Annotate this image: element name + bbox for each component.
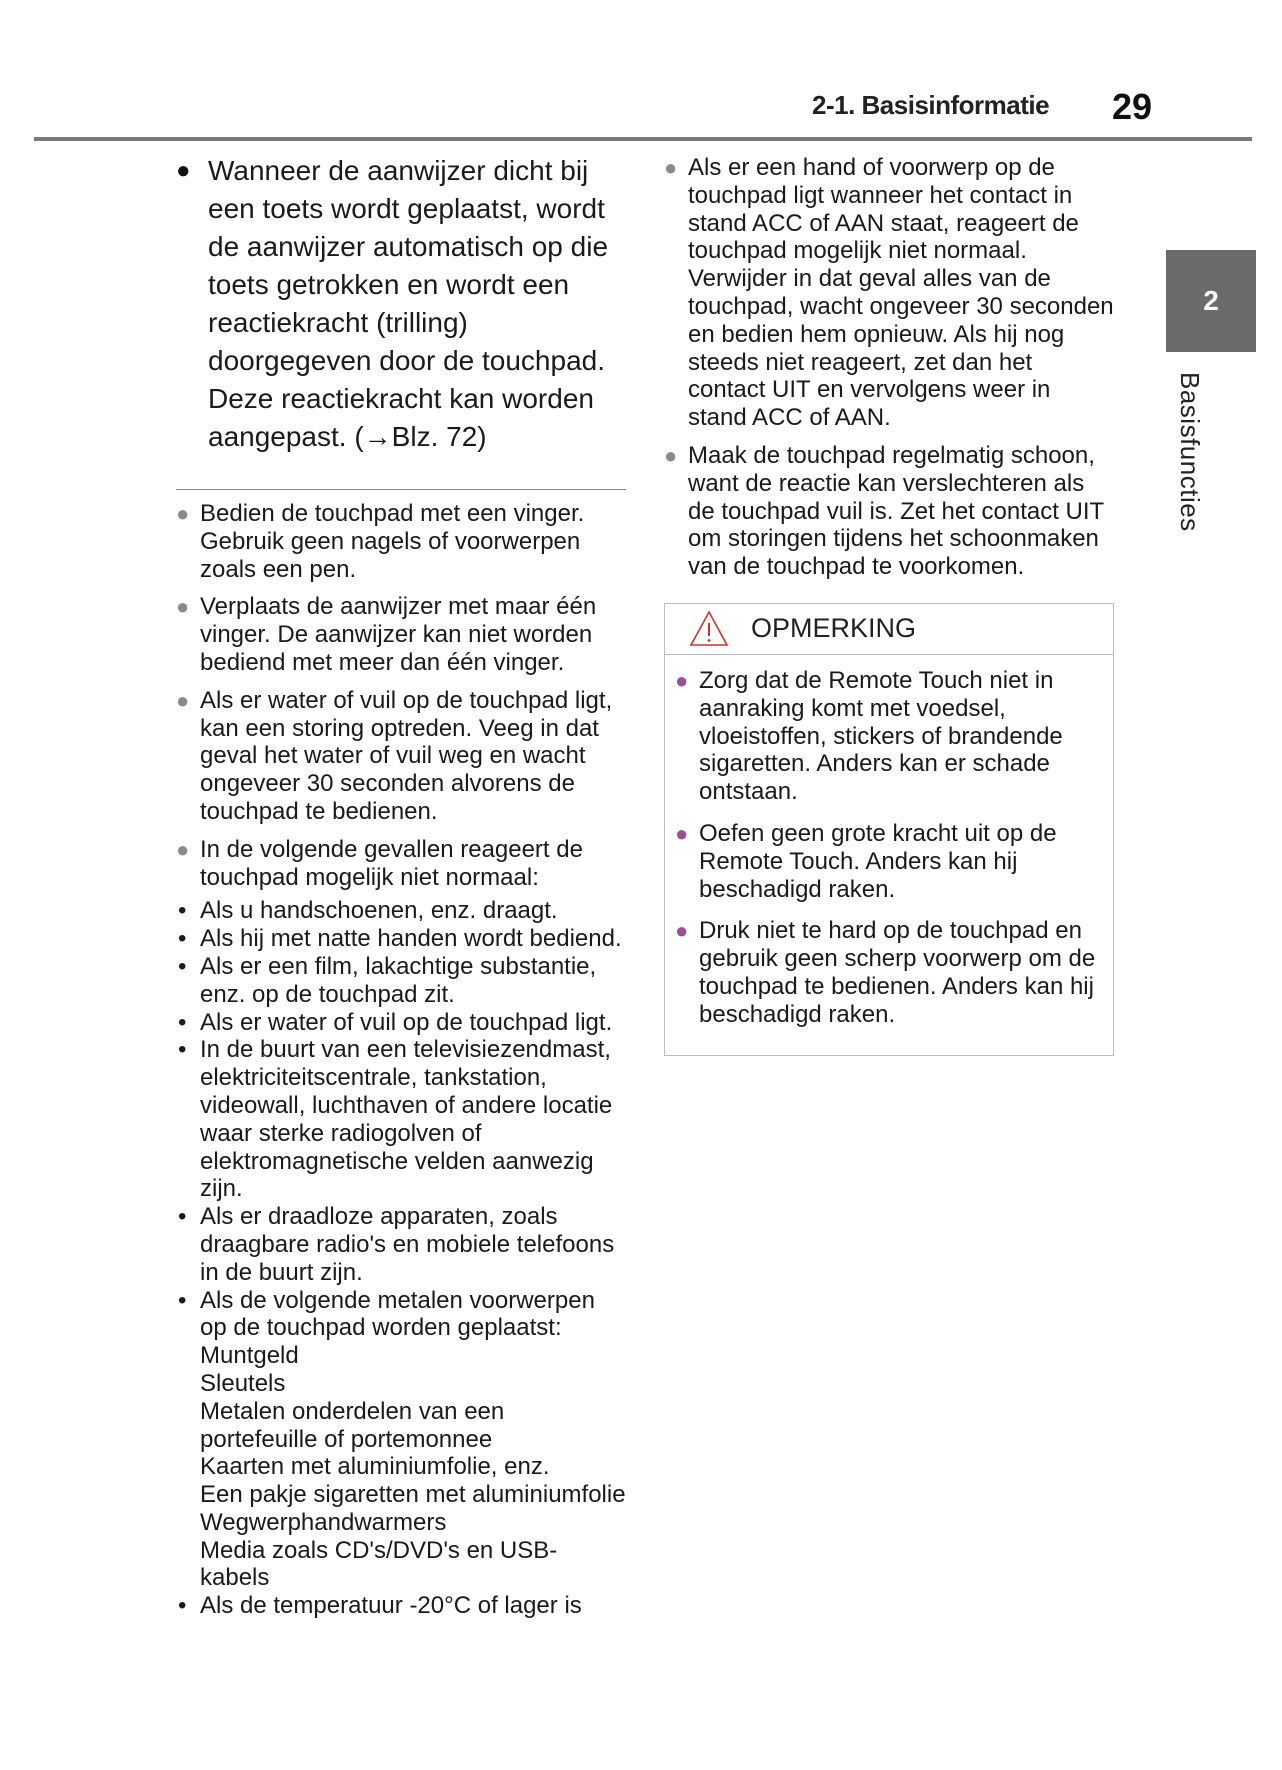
gray-bullet-icon: ●: [664, 442, 678, 468]
list-item: • Als er draadloze apparaten, zoals draagbare radio's en mobiele telefoons in de buurt zijn.: [178, 1203, 615, 1286]
list-item: • Als de temperatuur -20°C of lager is: [178, 1592, 582, 1620]
metal-object: Kaarten met aluminiumfolie, enz.: [200, 1453, 550, 1481]
main-paragraph: Wanneer de aanwijzer dicht bij een toets wordt geplaatst, wordt de aanwijzer automatisch op die toets getrokken en wordt een reactiekracht (trilling) doorgegeven door de touchpad.: [208, 155, 609, 376]
notice-title: OPMERKING: [751, 613, 917, 644]
page-number: 29: [1112, 86, 1153, 127]
gray-bullet-icon: ●: [176, 687, 190, 713]
note-item: ● Als er een hand of voorwerp op de touchpad ligt wanneer het contact in stand ACC of AAN staat, reageert de touchpad mogelijk niet normaal. Verwijder in dat geval alles van de touchpad, wacht ongeveer 30 seconden en bedien hem opnieuw. Als hij nog steeds niet reageert, zet dan het contact UIT en vervolgens weer in stand ACC of AAN.: [664, 154, 1114, 432]
note-item: ● Als er water of vuil op de touchpad ligt, kan een storing optreden. Veeg in dat geval het water of vuil weg en wacht ongeveer 30 seconden alvorens de touchpad te bedienen.: [176, 686, 613, 825]
notice-header: [665, 604, 1113, 655]
note-item: ● Bedien de touchpad met een vinger. Gebruik geen nagels of voorwerpen zoals een pen.: [176, 500, 585, 583]
list-item: • Als er water of vuil op de touchpad ligt.: [178, 1008, 613, 1036]
notice-item: ● Druk niet te hard op de touchpad en gebruik geen scherp voorwerp om de touchpad te bedienen. Anders kan hij beschadigd raken.: [675, 917, 1096, 1028]
bullet-dot-icon: ●: [176, 157, 191, 184]
notice-item: ● Zorg dat de Remote Touch niet in aanraking komt met voedsel, vloeistoffen, stickers of brandende sigaretten. Anders kan er schade ontstaan.: [675, 666, 1063, 806]
metal-object: Metalen onderdelen van een portefeuille of portemonnee: [200, 1397, 505, 1453]
warning-triangle-icon: [689, 610, 729, 648]
note-item: ● Maak de touchpad regelmatig schoon, want de reactie kan verslechteren als de touchpad vuil is. Zet het contact UIT om storingen tijdens het schoonmaken van de touchpad te voorkomen.: [664, 441, 1104, 581]
conditions-list: [176, 897, 626, 1620]
list-item: • Als de volgende metalen voorwerpen op de touchpad worden geplaatst: Muntgeld Sleutels Metalen onderdelen van een portefeuille of portemonnee Kaarten met aluminiumfolie, enz. Een pakje sigaretten met aluminiumfolie Wegwerphandwarmers Media zoals CD's/DVD's en USB-kabels: [178, 1286, 626, 1592]
chapter-label: Basisfuncties: [1175, 372, 1205, 532]
purple-bullet-icon: ●: [675, 820, 689, 846]
section-divider: [176, 489, 626, 490]
main-paragraph: Deze reactiekracht kan worden aangepast. (→Blz. 72): [208, 383, 594, 452]
gray-bullet-icon: ●: [176, 501, 190, 526]
notice-item: ● Oefen geen grote kracht uit op de Remote Touch. Anders kan hij beschadigd raken.: [675, 819, 1057, 903]
gray-bullet-icon: ●: [176, 836, 190, 862]
left-column: [176, 152, 626, 1620]
section-title: 2-1. Basisinformatie: [812, 90, 1050, 120]
gray-bullet-icon: ●: [664, 155, 678, 180]
metal-object: Wegwerphandwarmers: [200, 1508, 447, 1536]
list-item: • In de buurt van een televisiezendmast, elektriciteitscentrale, tankstation, videowall, luchthaven of andere locatie waar sterke radiogolven of elektromagnetische velden aanwezig zijn.: [178, 1036, 613, 1203]
metal-object: Muntgeld: [200, 1342, 299, 1370]
chapter-tab[interactable]: 2: [1166, 250, 1256, 352]
note-item: ● In de volgende gevallen reageert de touchpad mogelijk niet normaal:: [176, 835, 583, 891]
metal-object: Sleutels: [200, 1369, 286, 1397]
list-item: • Als hij met natte handen wordt bediend.: [178, 925, 622, 953]
purple-bullet-icon: ●: [675, 667, 689, 693]
right-column: [664, 154, 1114, 1056]
metal-object: Een pakje sigaretten met aluminiumfolie: [200, 1481, 626, 1509]
list-item: • Als er een film, lakachtige substantie, enz. op de touchpad zit.: [178, 952, 597, 1008]
note-item: ● Verplaats de aanwijzer met maar één vinger. De aanwijzer kan niet worden bediend met meer dan één vinger.: [176, 593, 597, 676]
main-bullet: [176, 152, 626, 456]
purple-bullet-icon: ●: [675, 918, 689, 944]
header-rule: [34, 137, 1252, 141]
notice-box: [664, 603, 1114, 1056]
list-item: • Als u handschoenen, enz. draagt.: [178, 897, 558, 925]
gray-bullet-icon: ●: [176, 594, 190, 620]
metal-object: Media zoals CD's/DVD's en USB-kabels: [200, 1536, 558, 1592]
